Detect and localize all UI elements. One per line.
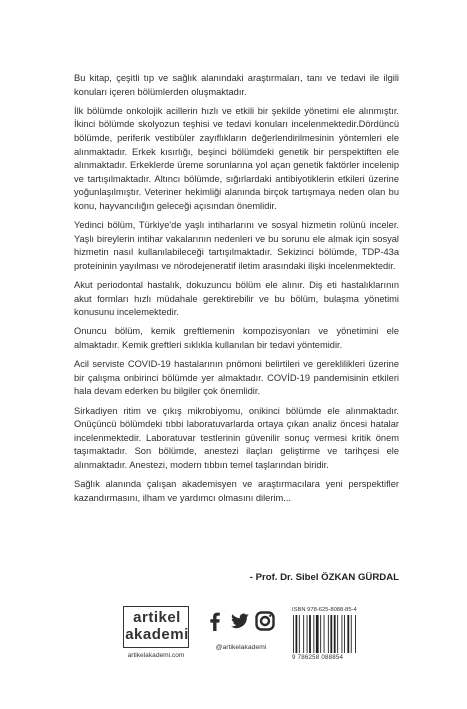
back-cover-text [74, 72, 399, 511]
social-handle[interactable]: @artikelakademi [215, 644, 267, 651]
facebook-icon[interactable] [204, 610, 226, 632]
paragraph-chapter-10: Onuncu bölüm, kemik greftlemenin kompozisyonları ve yönetimini ele almaktadır. Kemik greftleri sıklıkla kullanılan bir tedavi yöntemidir. [74, 326, 399, 351]
paragraph-intro: Bu kitap, çeşitli tıp ve sağlık alanındaki araştırmaları, tanı ve tedavi ile ilgili konuları içeren bölümlerden oluşmaktadır. [74, 73, 399, 97]
logo-frame [123, 606, 189, 648]
logo-line-akademi: akademi [125, 626, 189, 643]
paragraph-closing: Sağlık alanında çalışan akademisyen ve araştırmacılara yeni perspektifler kazandırmasını, ilham ve yardımcı olmasını dilerim... [74, 479, 399, 503]
barcode-number: 9 786258 088854 [292, 654, 344, 661]
paragraph-chapters-7-8: Yedinci bölüm, Türkiye'de yaşlı intiharlarını ve sosyal hizmetin rolünü inceler. Yaşlı bireylerin intihar vakalarının nedenleri ve bu sorunu ele almak için sosyal hizmetin nasıl kullanılabileceği tartışılmaktadır. Sekizinci bölümde, TDP-43a proteininin yayılması ve nörodejeneratif iletim arasındaki ilişki incelenmektedir. [74, 220, 399, 271]
twitter-icon[interactable] [229, 610, 251, 632]
logo-line-artikel: artikel [133, 609, 181, 626]
author-signature: - Prof. Dr. Sibel ÖZKAN GÜRDAL [249, 572, 399, 583]
publisher-logo[interactable] [123, 606, 191, 660]
paragraph-chapters-12-14: Sirkadiyen ritim ve çıkış mikrobiyomu, onikinci bölümde ele alınmaktadır. Onüçüncü bölümdeki tıbbi laboratuvarlarda ortaya çıkan analiz öncesi hatalar incelenmektedir. Laboratuvar testlerinin güvenilir sonuç vermesi kritik önem taşımaktadır. Son bölümde, anestezi ilaçları geliştirme ve tarihçesi ele alınmaktadır. Anestezi, modern tıbbın temel taşlarından biridir. [74, 405, 399, 470]
barcode [292, 615, 358, 653]
instagram-icon[interactable] [254, 610, 276, 632]
footer [0, 606, 467, 666]
isbn-block [292, 606, 360, 664]
publisher-website[interactable]: artikelakademi.com [127, 652, 185, 659]
paragraph-chapter-9: Akut periodontal hastalık, dokuzuncu bölüm ele alınır. Diş eti hastalıklarının akut formları hızlı müdahale gerektirebilir ve bu bölüm, bulaşma yönetimi konusunu incelemektedir. [74, 280, 399, 318]
isbn-label: ISBN 978-625-8088-85-4 [292, 607, 357, 613]
paragraph-chapter-11: Acil serviste COVID-19 hastalarının pnömoni belirtileri ve gereklilikleri üzerine bir çalışma onbirinci bölümde yer almaktadır. COVİD-19 pandemisinin etkileri hala devam ederken bu bilgiler çok önemlidir. [74, 359, 399, 397]
social-links [202, 610, 280, 660]
paragraph-chapters-1-6: İlk bölümde onkolojik acillerin hızlı ve etkili bir şekilde yönetimi ele alınmıştır. İkinci bölümde skolyozun teşhisi ve tedavi konuları incelenmektedir.Dördüncü bölümde, periferik vestibüler zayıflıkların değerlendirilmesinin yöntemleri ele alınmaktadır. Erkek kısırlığı, beşinci bölümdeki genetik bir perspektiften ele alınmaktadır. Erkeklerde üreme sorunlarına yol açan genetik faktörler incelenip ve tartışılmaktadır. Altıncı bölümde, sığırlardaki antibiyotiklerin etkileri üzerine yoğunlaşılmıştır. Veteriner hekimliği alanında birçok tartışmaya neden olan bu konu, hayvancılığın geleceği açısından önemlidir. [74, 105, 399, 211]
